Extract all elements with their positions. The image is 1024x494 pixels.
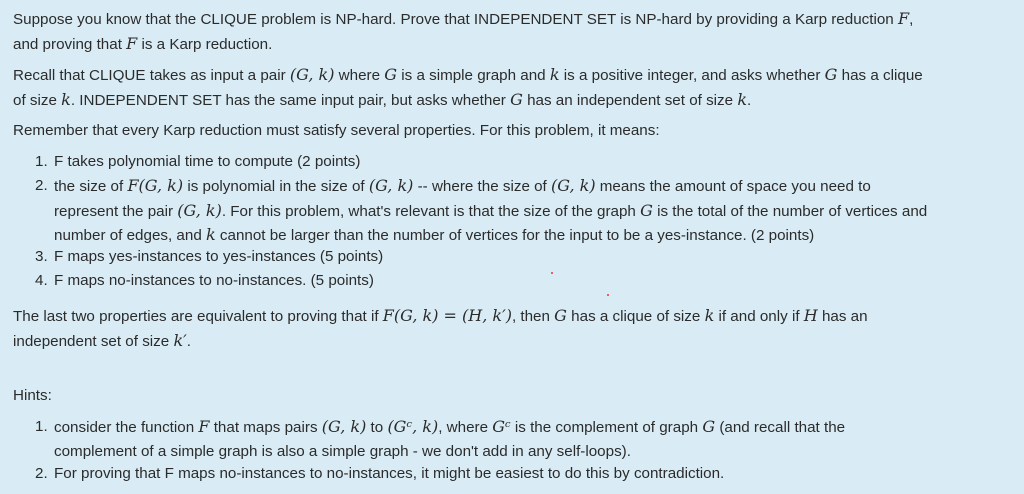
list-number: 1. <box>35 418 48 435</box>
list-item-property-2 <box>35 174 1020 248</box>
math-k: k <box>549 65 560 84</box>
intro-text-3: is a Karp reduction. <box>137 35 273 53</box>
hint-text: , where <box>438 419 493 436</box>
recall-text: . INDEPENDENT SET has the same input pair, but asks whether <box>70 91 511 109</box>
property-text: F maps no-instances to no-instances. (5 points) <box>54 272 374 289</box>
intro-text: Suppose you know that the CLIQUE problem is NP-hard. Prove that INDEPENDENT SET is NP-hard by providing a Karp reduction <box>13 11 898 28</box>
math-F: F <box>126 33 138 53</box>
math-pair-Gk: (G, k) <box>551 176 596 195</box>
recall-text: . <box>747 91 752 109</box>
math-G: G <box>640 200 653 220</box>
equiv-text: if and only if <box>714 308 804 325</box>
math-G: G <box>510 89 523 109</box>
hint-text: complement of a simple graph is also a simple graph - we don't add in any self-loops). <box>54 442 631 460</box>
math-pair-Gk: (G, k) <box>289 65 335 84</box>
property-text: cannot be larger than the number of vertices for the input to be a yes-instance. (2 points) <box>215 227 815 244</box>
math-pair-Gk: (G, k) <box>368 176 414 195</box>
math-F: F <box>198 417 210 436</box>
hint-text: that maps pairs <box>209 419 322 436</box>
property-text: . For this problem, what's relevant is that the size of the graph <box>221 202 641 220</box>
recall-text: of size <box>13 91 62 109</box>
recall-text: Recall that CLIQUE takes as input a pair <box>13 67 290 84</box>
math-F: F <box>897 9 910 28</box>
property-text: -- where the size of <box>413 178 551 195</box>
math-G: G <box>384 65 398 84</box>
property-text: represent the pair <box>54 202 178 220</box>
list-item-property-3 <box>35 245 1020 269</box>
equiv-text: independent set of size <box>13 332 174 350</box>
list-item-property-4 <box>35 269 1020 293</box>
math-H: H <box>803 306 818 325</box>
remember-paragraph <box>13 119 1018 143</box>
equiv-text: has an <box>817 308 868 325</box>
math-k: k <box>737 89 748 109</box>
math-pair-Gk: (G, k) <box>321 417 367 436</box>
list-number: 2. <box>35 177 48 194</box>
remember-text: Remember that every Karp reduction must satisfy several properties. For this problem, it means: <box>13 122 660 139</box>
intro-comma: , <box>909 11 914 28</box>
list-number: 2. <box>35 465 48 482</box>
hint-text: to <box>366 419 388 436</box>
equiv-text: has a clique of size <box>566 308 705 325</box>
list-item-property-1 <box>35 150 1020 174</box>
list-number: 3. <box>35 248 48 265</box>
list-item-hint-1 <box>35 415 1020 463</box>
math-k-prime: k′ <box>173 330 187 350</box>
hint-text: (and recall that the <box>715 419 846 436</box>
math-k: k <box>205 225 216 244</box>
property-text: is polynomial in the size of <box>183 178 369 195</box>
recall-text: has an independent set of size <box>522 91 738 109</box>
recall-text: has a clique <box>837 67 923 84</box>
property-text: the size of <box>54 178 128 195</box>
property-text: F maps yes-instances to yes-instances (5 points) <box>54 248 384 265</box>
property-text: F takes polynomial time to compute (2 points) <box>54 153 361 170</box>
property-text: number of edges, and <box>54 227 206 244</box>
equiv-text: The last two properties are equivalent to proving that if <box>13 308 383 325</box>
property-text: means the amount of space you need to <box>595 178 871 195</box>
property-text: is the total of the number of vertices and <box>652 202 928 220</box>
recall-text: is a simple graph and <box>397 67 550 84</box>
math-G: G <box>702 417 716 436</box>
recall-paragraph <box>13 63 1018 112</box>
math-k: k <box>704 306 715 325</box>
stray-red-dot <box>607 294 609 296</box>
list-number: 4. <box>35 272 48 289</box>
recall-text: is a positive integer, and asks whether <box>559 67 825 84</box>
hints-title: Hints: <box>13 387 52 404</box>
equiv-text: , then <box>511 308 555 325</box>
equivalence-paragraph <box>13 304 1018 353</box>
equiv-text: . <box>186 332 191 350</box>
math-k: k <box>61 89 71 109</box>
math-Gc: Gᶜ <box>492 417 511 436</box>
recall-text: where <box>334 67 385 84</box>
hint-text: consider the function <box>54 419 199 436</box>
math-G: G <box>554 306 567 325</box>
math-G: G <box>824 65 838 84</box>
math-pair-Gk: (G, k) <box>177 200 222 220</box>
intro-paragraph <box>13 7 1018 56</box>
math-equation: F(G, k) = (H, k′) <box>382 306 512 325</box>
math-FGk: F(G, k) <box>127 176 184 195</box>
intro-text-2: and proving that <box>13 35 127 53</box>
stray-red-dot <box>551 272 553 274</box>
hints-heading <box>13 384 1018 408</box>
hint-text: For proving that F maps no-instances to no-instances, it might be easiest to do this by contradiction. <box>54 465 725 482</box>
hint-text: is the complement of graph <box>510 419 703 436</box>
list-number: 1. <box>35 153 48 170</box>
math-pair-Gc-k: (Gᶜ, k) <box>387 417 439 436</box>
list-item-hint-2 <box>35 462 1020 486</box>
